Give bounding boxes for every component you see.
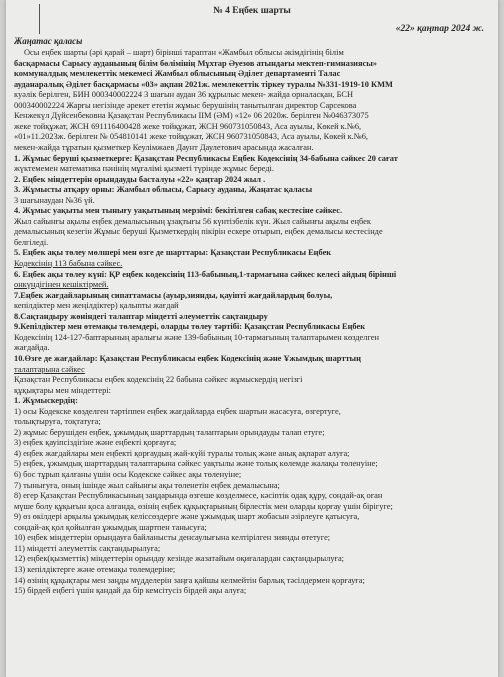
body-line: Осы еңбек шарты (әрі қарай – шарт) бірінші тараптан «Жамбыл облысы әкімдігінің білім xyxy=(24,48,344,57)
body-line: 3 шағынаудан №36 үй. xyxy=(14,195,95,205)
body-line: 2) жұмыс берушіден еңбек, ұжымдық шарттардың талаптарын орындауды талап етуге; xyxy=(14,427,325,437)
body-line: толықтыруға, тоқтатуға; xyxy=(14,417,101,427)
body-line: мекен-жайда тұратын қызметкер Кеулімжаев Даунт Даулетович арасында жасалған. xyxy=(14,142,314,152)
body-line: 3) еңбек қауіпсіздігіне және еңбекті қорғауға; xyxy=(14,438,177,448)
body-line: 7.Еңбек жағдайларының сипаттамасы (ауыр,зиянды, қауіпті жағдайлардың болуы, xyxy=(14,290,333,300)
body-line: Жыл сайынғы ақылы еңбек демалысының ұзақтығы 56 күнтізбелік күн. Жыл сайынғы ақылы еңбек xyxy=(14,216,371,226)
body-line: жүктемемен математика пәнінің мұғалімі қызметі түрінде жұмыс береді. xyxy=(14,164,274,174)
body-line: 12) еңбек(қызметтік) міндеттерін орындау кезінде жазатайым оқиғалардан сақтандырылуға; xyxy=(14,554,344,564)
body-line: 8.Сақтандыру жөніндегі талаптар міндетті әлеуметтік сақтандыру xyxy=(14,311,268,321)
body-line: 1) осы Кодекске көзделген тәртіппен еңбек жағдайларда еңбек шартын жасасуға, өзгертуге, xyxy=(14,406,341,416)
body-line: 6) бос тұрып қалғаны үшін осы Кодекске сәйкес ақы төленуіне; xyxy=(14,470,242,479)
body-line: коммуналдық мемлекеттік мекемесі Жамбыл облысының Әділет департаменті Талас xyxy=(14,69,341,79)
body-line: «01»11.2023ж. берілген № 054810141 жеке тойқұжат, ЖСН 960731050843, Асa ауылы, Көкей к.№6, xyxy=(14,132,369,142)
body-line: басқармасы Сарысу ауданының білім бөлімінің Мұхтар Әуезов атындағы мектеп-гимназиясы» xyxy=(14,58,377,68)
body-line: белгіледі. xyxy=(14,237,49,247)
body-line: 4) еңбек жағдайлары мен еңбекті қорғаудың жай-күйі туралы толық және анық ақпарат алуға; xyxy=(14,448,350,458)
body-line: 1. Жұмыскердің: xyxy=(14,396,78,406)
body-line: 4. Жұмыс уақыты мен тынығу уақытының мерзімі: бекітілген сабақ кестесіне сәйкес. xyxy=(14,206,343,216)
body-line: 14) өзінің құқықтары мен заңды мүдделерін заңға қайшы келмейтін барлық тәсілдермен қорғауға; xyxy=(14,575,365,585)
body-line: 10.Өзге де жағдайлар: Қазақстан Республикасы еңбек Кодексінің және Ұжымдық шарттың xyxy=(14,353,361,363)
body-line: 1. Жұмыс беруші қызметкерге: Қазақстан Республикасы Еңбек Кодексінің 34-бабына сәйкес 20 сағат xyxy=(14,153,398,163)
body-line: Кенжекүл Дүйсенбековна Қазақстан Республикасы ІІМ (ӘМ) «12» 06 2020ж. берілген №046373075 xyxy=(14,111,369,121)
body-line: 5) еңбек, ұжымдық шарттардың талаптарына сәйкес уақтылы және толық көлемде жалақы төленуіне; xyxy=(14,459,378,469)
body-line: куәлік берілген, БИН 000340002224 3 шағын аудан 36 құрылыс мекен- жайда орналасқан, БСН xyxy=(14,90,354,100)
body-line: 3. Жұмысты атқару орны: Жамбыл облысы, Сарысу ауданы, Жаңатас қаласы xyxy=(14,185,313,195)
body-line: құқықтары мен міндеттері: xyxy=(14,385,111,395)
body-line: демалысының кезегін Жұмыс беруші Қызметкердің пікірін ескере отырып, еңбек демалысы кестесінде xyxy=(14,227,383,237)
body-line: 11) міндетті әлеуметтік сақтандырылуға; xyxy=(14,543,161,553)
body-line: 15) бірдей еңбегі үшін қандай да бір кемсітусіз бірдей ақы алуға; xyxy=(14,586,247,596)
body-line: жеке тойқұжат, ЖСН 691116400428 жеке тойқұжат, ЖСН 960731050843, Асa ауылы, Көкей к.№6, xyxy=(14,121,362,131)
body-line: Қазақстан Республикасы еңбек кодексінің 22 бабына сәйкес жұмыскердің негізгі xyxy=(14,375,303,385)
body-line: 8) егер Қазақстан Республикасының заңдарында өзгеше көзделмесе, кәсіптік одақ құру, сондай-ақ оған xyxy=(14,491,383,501)
contract-title: № 4 Еңбек шарты xyxy=(213,6,291,16)
body-line: кепілдіктер мен жеңілдіктер) қалыпты жағдай xyxy=(14,301,179,311)
body-line: 9.Кепілдіктер мен өтемақы төлемдері, оларды төлеу тәртібі: Қазақстан Республикасы Еңбек xyxy=(14,322,366,332)
body-line: сондай-ақ қол қойылған ұжымдық шартпен танысуға; xyxy=(14,522,207,532)
place-label: Жаңатас қаласы xyxy=(14,36,83,46)
contract-document xyxy=(6,0,498,677)
body-line: мүше болу құқығын қоса алғанда, өзінің еңбек құқықтарының бірлестік мен оларды қорғау үшін бірігуге; xyxy=(14,501,393,511)
body-line: 7) тынығуға, оның ішінде жыл сайынғы ақы төленетін еңбек демалысына; xyxy=(14,480,280,490)
body-line: онкүндігінен кешіктірмей. xyxy=(14,280,109,290)
body-line: 5. Еңбек ақы төлеу мөлшері мен өзге де шарттары: Қазақстан Республикасы Еңбек xyxy=(14,248,332,258)
body-line: 000340002224 Жарғы негізінде әрекет ететін жұмыс берушінің танытылған директор Сарсекова xyxy=(14,100,357,110)
body-line: 6. Еңбек ақы төлеу күні: ҚР еңбек кодексінің 113-бабының,1-тармағына сәйкес келесі айдың бірінші xyxy=(14,269,397,279)
body-line: жағдайда. xyxy=(14,343,50,353)
body-line: 10) еңбек міндеттерін орындауға байланысты денсаулығына келтірілген зиянды өтетуге; xyxy=(14,533,331,543)
body-line: талаптарына сәйкес xyxy=(14,364,85,374)
body-line: 13) кепілдіктерге және өтемақы төлемдеріне; xyxy=(14,564,176,574)
body-line: Кодексінің 124-127-баптарының аралығы және 139-бабының 10-тармағының талаптарымен көзделген xyxy=(14,332,379,342)
body-line: ауданаралық Әділет басқармасы «03» ақпан 2021ж. мемлекеттік тіркеу туралы №331-1919-10 КММ xyxy=(14,79,393,89)
body-line: 9) өз өкілдері арқылы ұжымдық келіссөздерге және ұжымдық шарт жобасын әзірлеуге қатысуға, xyxy=(14,512,360,522)
contract-date: «22» қаңтар 2024 ж. xyxy=(395,24,484,34)
body-line: 2. Еңбек міндеттерін орындауды басталуы «22» қаңтар 2024 жыл . xyxy=(14,174,266,184)
body-line: Кодексінің 113 бабына сәйкес. xyxy=(14,259,123,268)
